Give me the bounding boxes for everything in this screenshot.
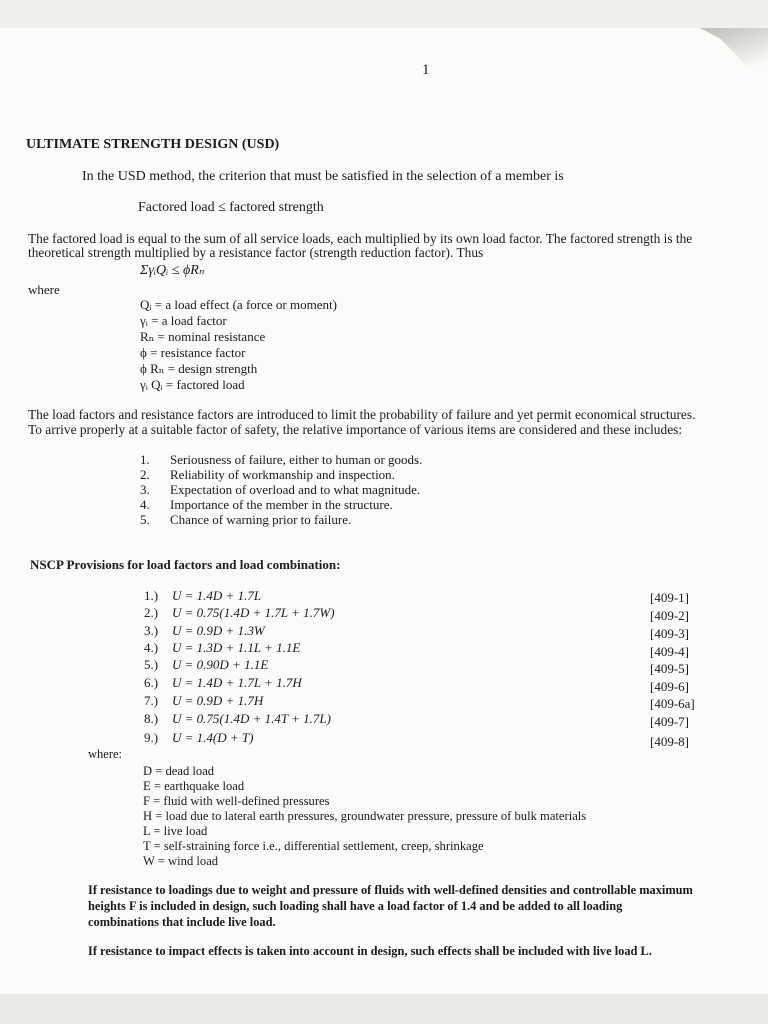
combination-number: 6.)	[144, 675, 159, 690]
combination-number: 9.)	[144, 730, 159, 745]
combination-number: 2.)	[144, 605, 159, 620]
list-item-number: 5.	[140, 512, 150, 527]
combination-number: 5.)	[144, 657, 159, 672]
where-label: where	[28, 282, 60, 297]
section-title: ULTIMATE STRENGTH DESIGN (USD)	[26, 137, 280, 152]
load-definition: F = fluid with well-defined pressures	[143, 794, 330, 808]
combination-equation: U = 1.3D + 1.1L + 1.1E	[172, 640, 301, 655]
page-bottom-edge	[0, 994, 768, 1024]
load-definition: D = dead load	[143, 764, 215, 778]
paragraph-1-line-1: The factored load is equal to the sum of all service loads, each multiplied by its own load factor. The factored strength is the	[28, 231, 693, 246]
list-item-number: 4.	[140, 497, 150, 512]
code-reference: [409-2]	[650, 608, 689, 623]
definition-item: γᵢ = a load factor	[140, 313, 227, 328]
code-reference: [409-3]	[650, 626, 689, 641]
list-item-number: 1.	[140, 452, 150, 467]
list-item: Importance of the member in the structure.	[170, 497, 393, 512]
combination-equation: U = 1.4D + 1.7L + 1.7H	[172, 675, 302, 690]
combination-number: 4.)	[144, 640, 159, 655]
paragraph-2-line-1: The load factors and resistance factors are introduced to limit the probability of failure and yet permit economical structures.	[28, 407, 696, 422]
load-definition: W = wind load	[143, 854, 219, 868]
definition-item: γᵢ Qᵢ = factored load	[140, 377, 245, 392]
code-reference: [409-4]	[650, 644, 689, 659]
code-reference: [409-6a]	[650, 696, 695, 711]
load-definition: H = load due to lateral earth pressures, groundwater pressure, pressure of bulk materials	[143, 809, 587, 823]
combination-equation: U = 0.9D + 1.3W	[172, 623, 265, 638]
combination-equation: U = 0.9D + 1.7H	[172, 693, 264, 708]
code-reference: [409-6]	[650, 679, 689, 694]
list-item: Seriousness of failure, either to human or goods.	[170, 452, 423, 467]
paragraph-2-line-2: To arrive properly at a suitable factor of safety, the relative importance of various items are considered and these includes:	[28, 422, 683, 437]
list-item-number: 2.	[140, 467, 150, 482]
code-reference: [409-1]	[650, 590, 689, 605]
combination-number: 1.)	[144, 588, 159, 603]
main-formula: ΣγᵢQᵢ ≤ ϕRₙ	[140, 263, 205, 278]
list-item-number: 3.	[140, 482, 150, 497]
nscp-heading: NSCP Provisions for load factors and load combination:	[30, 557, 341, 572]
definition-item: ϕ = resistance factor	[140, 345, 246, 360]
combination-number: 3.)	[144, 623, 159, 638]
combination-number: 7.)	[144, 693, 159, 708]
note-1-line-1: If resistance to loadings due to weight and pressure of fluids with well-defined densities and controllable maximum	[88, 883, 693, 897]
code-reference: [409-8]	[650, 734, 689, 749]
combination-equation: U = 1.4(D + T)	[172, 730, 254, 745]
paragraph-1-line-2: theoretical strength multiplied by a resistance factor (strength reduction factor). Thus	[28, 245, 484, 260]
definition-item: Rₙ = nominal resistance	[140, 329, 266, 344]
criterion-text: Factored load ≤ factored strength	[138, 200, 324, 215]
where-label-2: where:	[88, 747, 123, 761]
load-definition: T = self-straining force i.e., differential settlement, creep, shrinkage	[143, 839, 484, 853]
note-1-line-3: combinations that include live load.	[88, 915, 276, 929]
note-1-line-2: heights F is included in design, such loading shall have a load factor of 1.4 and be added to all loading	[88, 899, 623, 913]
code-reference: [409-5]	[650, 661, 689, 676]
load-definition: L = live load	[143, 824, 208, 838]
page-mark: 1	[422, 62, 430, 78]
combination-equation: U = 0.75(1.4D + 1.4T + 1.7L)	[172, 711, 331, 726]
combination-number: 8.)	[144, 711, 159, 726]
load-definition: E = earthquake load	[143, 779, 245, 793]
combination-equation: U = 0.75(1.4D + 1.7L + 1.7W)	[172, 605, 335, 620]
definition-item: Qᵢ = a load effect (a force or moment)	[140, 297, 337, 312]
combination-equation: U = 0.90D + 1.1E	[172, 657, 269, 672]
code-reference: [409-7]	[650, 714, 689, 729]
intro-text: In the USD method, the criterion that must be satisfied in the selection of a member is	[82, 169, 564, 184]
definition-item: ϕ Rₙ = design strength	[140, 361, 258, 376]
combination-equation: U = 1.4D + 1.7L	[172, 588, 262, 603]
list-item: Reliability of workmanship and inspection.	[170, 467, 395, 482]
note-paragraph-2: If resistance to impact effects is taken into account in design, such effects shall be included with live load L.	[88, 944, 652, 958]
list-item: Chance of warning prior to failure.	[170, 512, 352, 527]
list-item: Expectation of overload and to what magnitude.	[170, 482, 421, 497]
